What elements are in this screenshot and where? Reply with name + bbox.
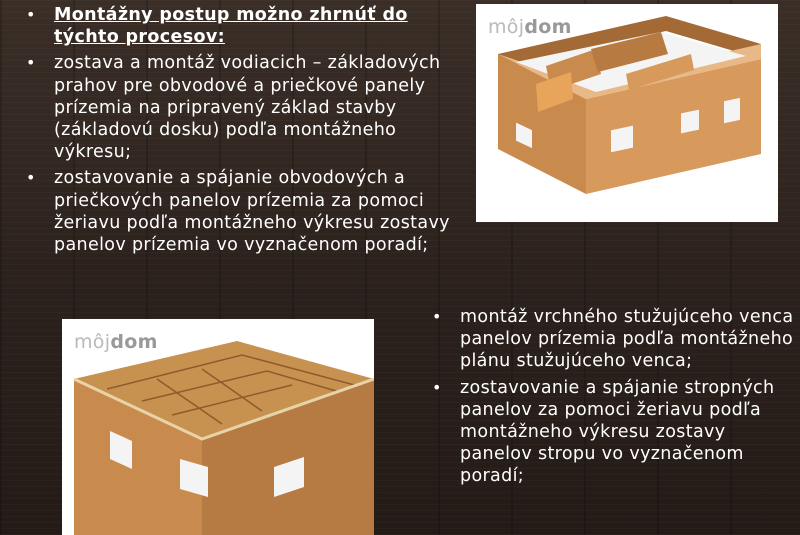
left-bullet-list [22, 4, 452, 260]
bullet-marker: • [26, 168, 36, 188]
logo-light-text: môj [74, 331, 111, 353]
bullet-marker: • [432, 377, 442, 397]
bullet-heading [22, 4, 452, 48]
bullet-text: zostavovanie a spájanie obvodových a priečkových panelov prízemia za pomoci žeriavu podľa montážneho výkresu zostavy panelov prízemia vo vyznačenom poradí; [54, 168, 450, 256]
bullet-item [428, 306, 798, 373]
mojdom-logo [488, 16, 572, 38]
logo-bold-text: dom [524, 16, 572, 38]
bullet-item [428, 377, 798, 488]
bullet-marker: • [432, 307, 442, 326]
bullet-text: zostavovanie a spájanie stropných panelov za pomoci žeriavu podľa montážneho výkresu zostavy panelov stropu vo vyznačenom poradí; [460, 377, 775, 487]
ceiling-panels-image [62, 319, 374, 535]
bullet-heading-text: Montážny postup možno zhrnúť do týchto procesov: [54, 5, 408, 48]
ground-floor-walls-image [476, 4, 778, 222]
bullet-text: zostava a montáž vodiacich – základových prahov pre obvodové a priečkové panely prízemia na pripravený základ stavby (základovú dosku) podľa montážneho výkresu; [54, 53, 441, 163]
bullet-marker: • [26, 5, 36, 24]
bullet-marker: • [26, 53, 36, 73]
right-bullet-list [428, 306, 798, 492]
mojdom-logo [74, 331, 158, 353]
bullet-text: montáž vrchného stužujúceho venca panelov prízemia podľa montážneho plánu stužujúceho venca; [460, 307, 794, 372]
bullet-item [22, 52, 452, 163]
bullet-item [22, 167, 452, 256]
logo-light-text: môj [488, 16, 525, 38]
logo-bold-text: dom [110, 331, 158, 353]
